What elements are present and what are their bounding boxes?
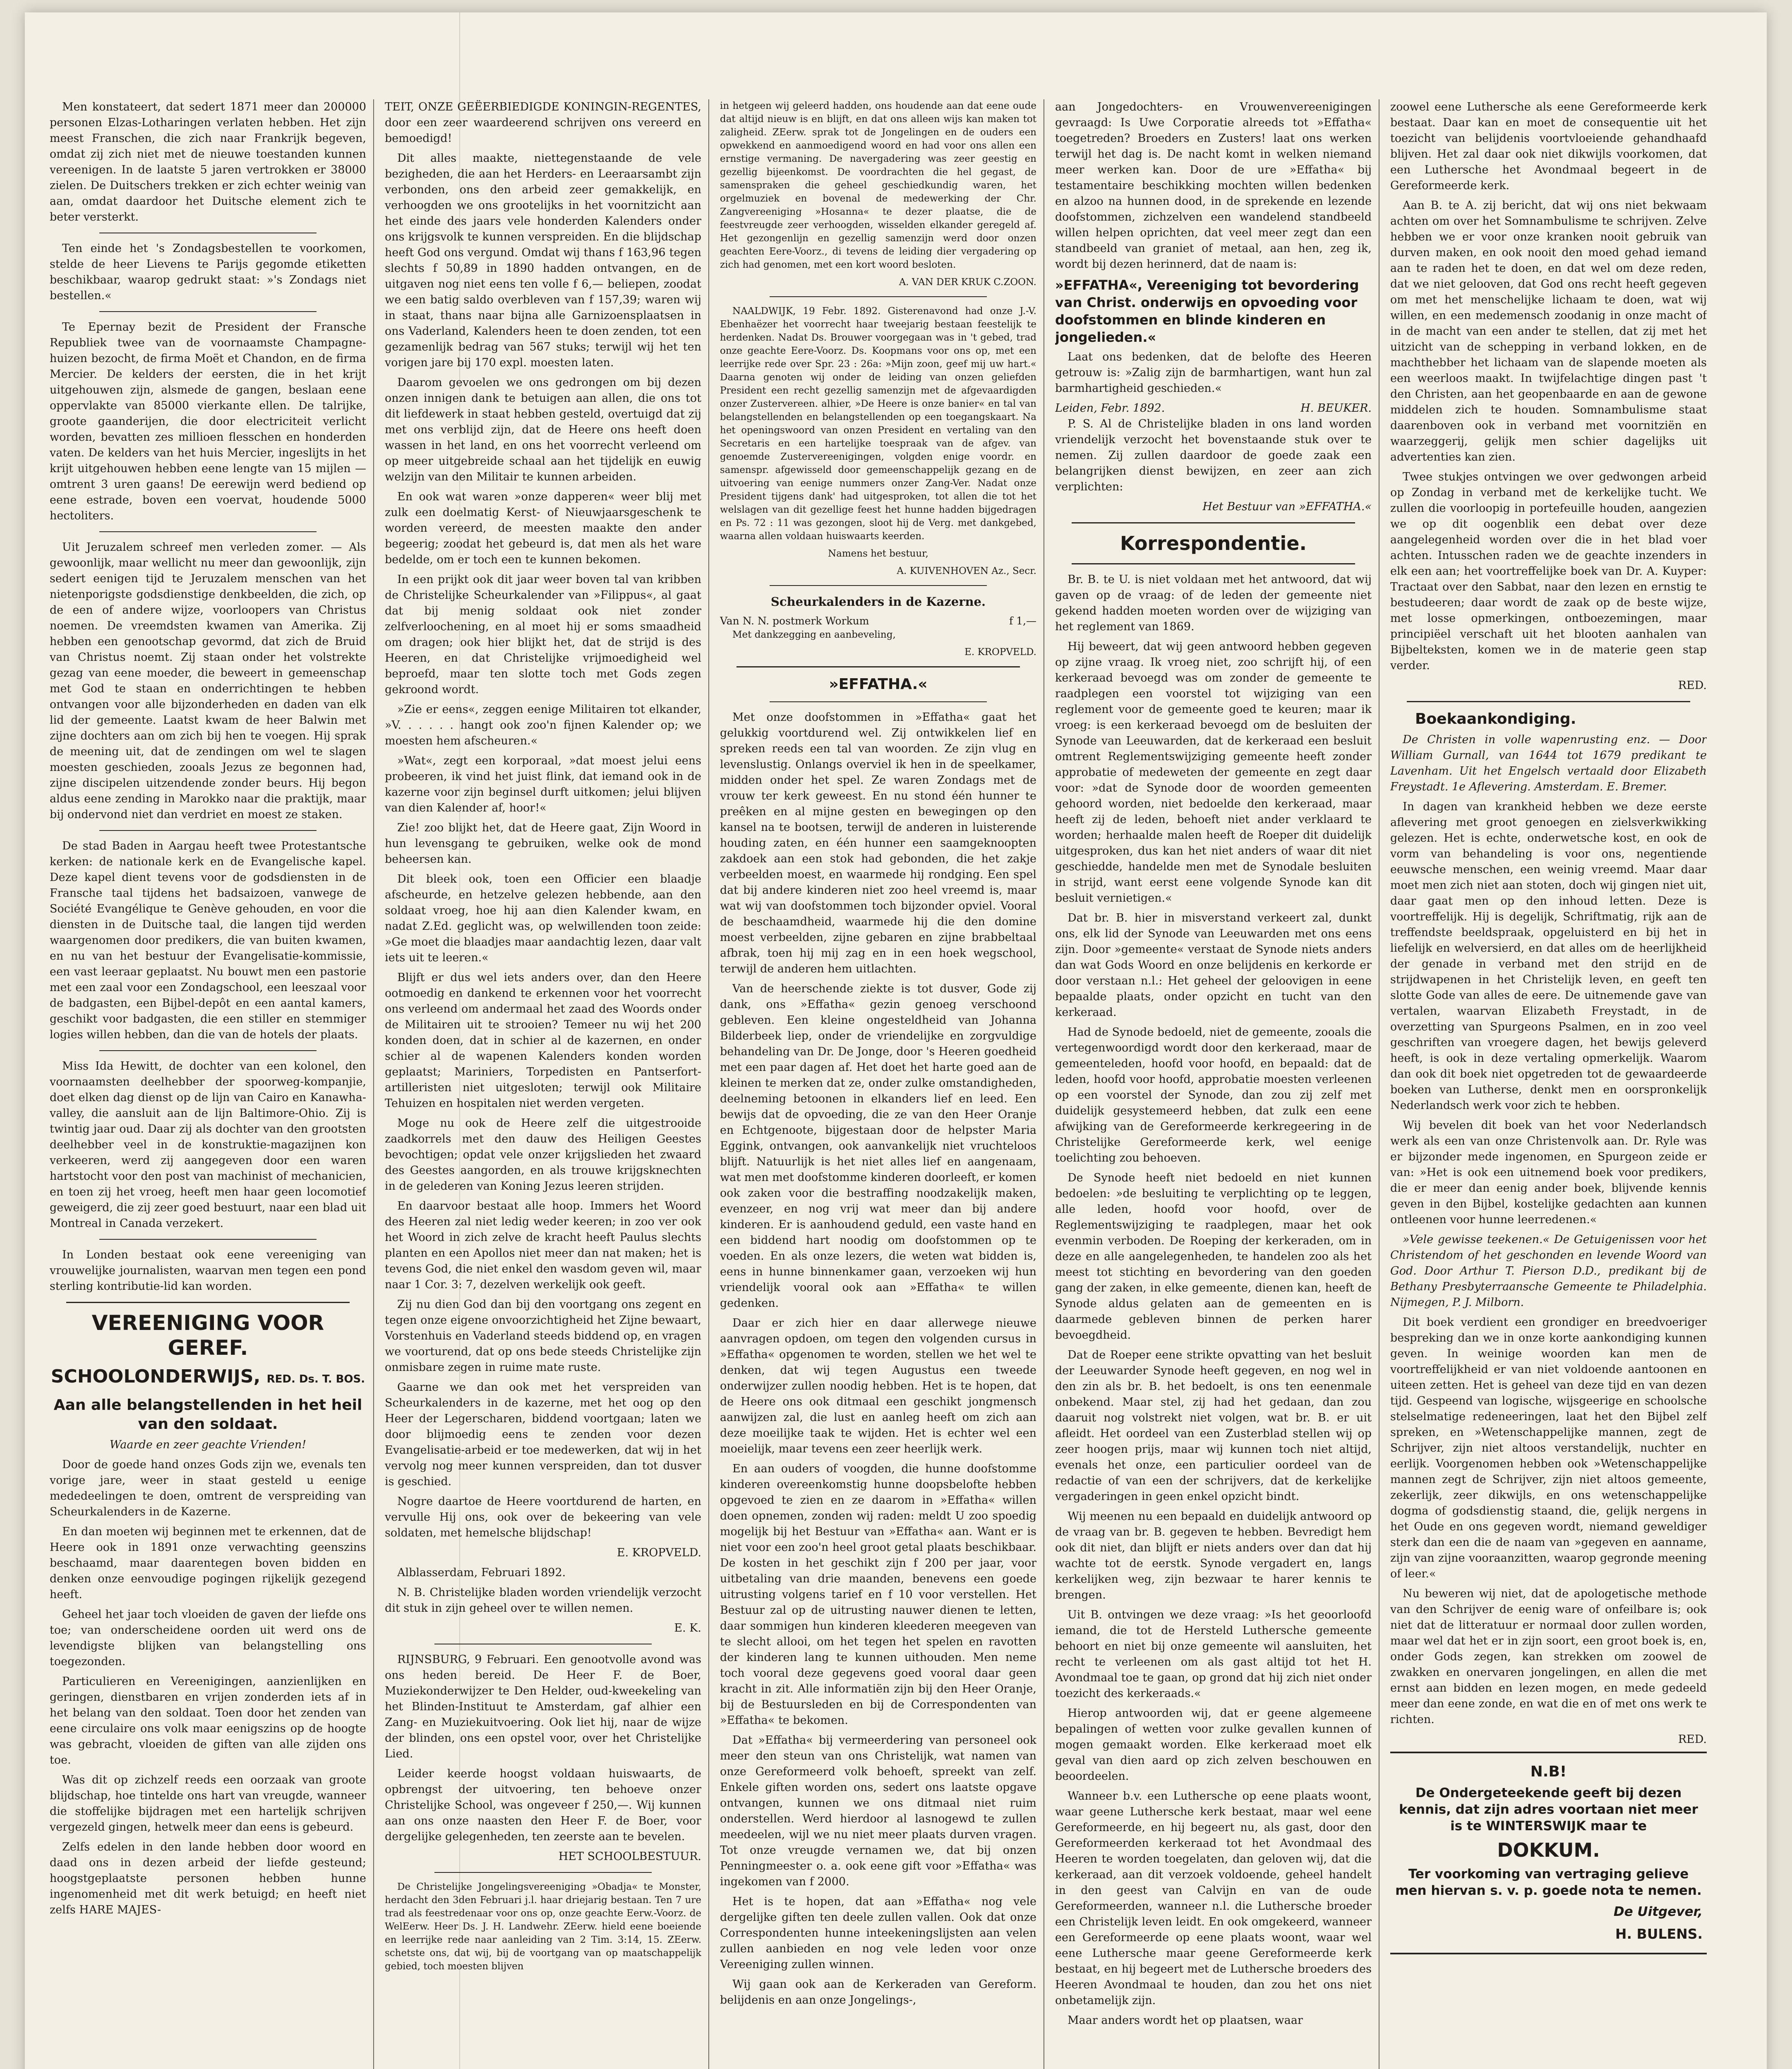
notice-publisher-label: De Uitgever, bbox=[1613, 1904, 1703, 1919]
article-paragraph: aan Jongedochters- en Vrouwenvereenigingen gevraagd: Is Uwe Corporatie alreeds tot »Effatha« toegetreden? Broeders en Zusters! laat ons werken terwijl het dag is. De nacht komt in welken niemand meer werken kan. Door de ure »Effatha« bij testamentaire beschikking mochten willen bedenken en alzoo na hunnen dood, in de sprekende en lezende doofstommen, zichzelven een wandelend standbeeld willen helpen oprichten, dat veel meer zegt dan een standbeeld van graniet of metaal, aan hen, zeg ik, wordt bij dezen herinnerd, dat de naam is: bbox=[1055, 101, 1372, 271]
signature: H. BEUKER. bbox=[1300, 402, 1372, 415]
signature: RED. bbox=[1678, 679, 1707, 692]
article-paragraph: Aan B. te A. zij bericht, dat wij ons niet bekwaam achten om over het Somnambulisme te schrijven. Zelve hebben we er voor onze kranken nooit gebruik van durven maken, en ook nooit den moed gehad iemand aan te raden het te doen, en dat wel om deze reden, dat we niet gelooven, dat God ons recht heeft gegeven om met het menschelijke lichaam te doen, wat wij willen, en een medemensch zoodanig in onze macht of in de macht van een ander te stellen, dat zij met het uitzicht van de schepping in verband lokken, en de machthebber het lichaam van de slapende moeten als een weerloos maakt. In twijfelachtige dingen past 't den Christen, aan het geopenbaarde en aan de gewone middelen zich te houden. Somnambulisme staat daarenboven ook in verband met voornitziën en waarzeggerij, gelijk men schier dagelijks uit advertenties kan zien. bbox=[1390, 199, 1707, 463]
divider bbox=[434, 1872, 652, 1873]
article-paragraph: RIJNSBURG, 9 Februari. Een genootvolle avond was ons heden bereid. De Heer F. de Boer, Muziekonderwijzer te Den Helder, oud-kweekeling van het Blinden-Instituut te Amsterdam, gaf alhier een Zang- en Muziekuitvoering. Ook liet hij, naar de wijze der blinden, ons een opstel voor, over het Christelijke Lied. bbox=[385, 1653, 701, 1760]
article-paragraph: Wij gaan ook aan de Kerkeraden van Gereform. belijdenis en aan onze Jongelings-, bbox=[720, 1978, 1036, 2007]
kalender-heading: Scheurkalenders in de Kazerne. bbox=[770, 595, 986, 609]
notice-nb: N.B! bbox=[1530, 1763, 1567, 1780]
article-paragraph: De Christelijke Jongelingsvereeniging »Obadja« te Monster, herdacht den 3den Februari j.l. haar driejarig bestaan. Ten 7 ure trad als feestredenaar voor ons op, onze geachte Eerw.-Voorz. de WelEerw. Heer Ds. J. H. Landwehr. ZEerw. hield eene boeiende en leerrijke rede naar aanleiding van 2 Tim. 3:14, 15. ZEerw. schetste ons, dat wij, bij de voortgang van op maatschappelijk gebied, toch moesten blijven bbox=[385, 1882, 701, 1972]
signature: RED. bbox=[1678, 1733, 1707, 1746]
article-paragraph: Daarom gevoelen we ons gedrongen om bij dezen onzen innigen dank te betuigen aan allen, die ons tot dit liefdewerk in staat hebben gesteld, overtuigd dat zij met ons verblijd zijn, dat de Heere ons heeft doen wassen in het land, en ons het voorrecht verleend om op meer uitgebreide schaal aan het tijdelijk en euwig welzijn van den Militair te kunnen arbeiden. bbox=[385, 376, 701, 483]
article-paragraph: Maar anders wordt het op plaatsen, waar bbox=[1068, 2014, 1303, 2027]
kalender-amount: f 1,— bbox=[1009, 615, 1036, 627]
article-paragraph: »Zie er eens«, zeggen eenige Militairen tot elkander, »V. . . . . . hangt ook zoo'n fijnen Kalender op; we moesten hem afscheuren.« bbox=[385, 703, 701, 747]
article-paragraph: Wij meenen nu een bepaald en duidelijk antwoord op de vraag van br. B. gegeven te hebben. Bevredigt hem ook dit niet, dan blijft er niets anders over dan dat hij wachte tot de eerstk. Synode vergadert en, langs kerkelijken weg, zijn bezwaar te harer kennis te brengen. bbox=[1055, 1510, 1372, 1601]
column-rule bbox=[708, 99, 709, 2069]
article-paragraph: Met onze doofstommen in »Effatha« gaat het gelukkig voortdurend wel. Zij ontwikkelen lief en spreken reeds een tal van woorden. Ze zijn vlug en levenslustig. Onlangs overviel ik hen in de speelkamer, midden onder het spel. Ze waren Zondags met de vrouw ter kerk geweest. En nu stond één hunner te preêken en al mijne gesten en bewegingen op den kansel na te bootsen, terwijl de anderen in luisterende houding zaten, en één hunner een saamgeknoopten zakdoek aan een stok had gebonden, die het zakje verbeelden moest, en waarmede hij rondging. Een spel dat bij andere kinderen niet zoo heel vreemd is, maar wat wij van doofstommen toch bijzonder opviel. Vooral de beschaamdheid, waarmede hij die den domine moest verbeelden, zijne gebaren en zijne brabbeltaal afbrak, toen hij mij zag en in een hoek wegschool, terwijl de anderen hem uitlachten. bbox=[720, 711, 1036, 975]
column-5 bbox=[1390, 99, 1707, 2069]
vereeniging-heading bbox=[50, 1311, 366, 1453]
article-paragraph: N. B. Christelijke bladen worden vriendelijk verzocht dit stuk in zijn geheel over te willen nemen. bbox=[385, 1586, 701, 1615]
article-paragraph: Had de Synode bedoeld, niet de gemeente, zooals die vertegenwoordigd wordt door den kerkeraad, maar de gemeenteleden, hoofd voor hoofd, en bepaald: dat de leden, hoofd voor hoofd, approbatie moesten verleenen op een voorstel der Synode, dan zou zij zelf met duidelijk gesystemeerd hebben, dat zulk een eene afwijking van de Gereformeerde kerkregeering in de Christelijke Gereformeerde kerk, wel eenige toelichting zou behoeven. bbox=[1055, 1026, 1372, 1164]
article-paragraph: Nogre daartoe de Heere voortdurend de harten, en vervulle Hij ons, ook over de bekeering van vele soldaten, met hemelsche blijdschap! bbox=[385, 1495, 701, 1539]
divider bbox=[99, 1239, 317, 1240]
article-paragraph: Geheel het jaar toch vloeiden de gaven der liefde ons toe; van onderscheidene oorden uit werd ons de levendigste blijken van belangstelling ons toegezonden. bbox=[50, 1608, 366, 1668]
article-paragraph: In Londen bestaat ook eene vereeniging van vrouwelijke journalisten, waarvan men tegen een pond sterling kontributie-lid kan worden. bbox=[50, 1248, 366, 1293]
book-reference: »Vele gewisse teekenen.« De Getuigenissen voor het Christendom of het geschonden en levende Woord van God. Door Arthur T. Pierson D.D., predikant bij de Bethany Presbyterraansche Gemeente te Philadelphia. Nijmegen, P. J. Milborn. bbox=[1390, 1233, 1707, 1309]
article-paragraph: Moge nu ook de Heere zelf die uitgestrooide zaadkorrels met den dauw des Heiligen Geestes bevochtigen; opdat vele onzer krijgslieden het zwaard des Geestes aangorden, en als trouwe krijgsknechten in de gelederen van Koning Jezus leeren strijden. bbox=[385, 1117, 701, 1193]
section-rule bbox=[1407, 701, 1690, 702]
book-reference: De Christen in volle wapenrusting enz. — Door William Gurnall, van 1644 tot 1679 predikant te Lavenham. Uit het Engelsch vertaald door Elizabeth Freystadt. 1e Aflevering. Amsterdam. E. Bremer. bbox=[1390, 733, 1707, 793]
section-rule bbox=[66, 1302, 350, 1303]
article-paragraph: Br. B. te U. is niet voldaan met het antwoord, dat wij gaven op de vraag: of de leden der gemeente niet gekend hadden moeten worden over de wijziging van het reglement van 1869. bbox=[1055, 573, 1372, 633]
kalender-donor: Van N. N. postmerk Workum bbox=[720, 615, 869, 627]
article-paragraph: En aan ouders of voogden, die hunne doofstomme kinderen overeenkomstig hunne doopsbelofte hebben opgevoed te zien en ze daarom in »Effatha« willen doen opnemen, zonden wij raden: meldt U zoo spoedig mogelijk bij het Bestuur van »Effatha« aan. Want er is niet voor een zoo'n heel groot getal plaats beschikbaar. De kosten in het geschikt zijn f 200 per jaar, voor uitbetaling van drie maanden, benevens een goede uitrusting volgens tarief en f 10 voor verstellen. Het Bestuur zal op de uitrusting nauwer dienen te letten, daar sommigen hun kinderen kleederen meegeven van te slecht allooi, om het tegen het spelen en ravotten der kinderen lang te kunnen uithouden. Men neme toch vooral deze gegevens goed vooral daar geen kracht in zit. Alle informatiën zijn bij den Heer Oranje, bij de Bestuursleden en bij de Correspondenten van »Effatha« te bekomen. bbox=[720, 1462, 1036, 1727]
vereeniging-greeting: Waarde en zeer geachte Vrienden! bbox=[109, 1438, 307, 1451]
article-paragraph: Van de heerschende ziekte is tot dusver, Gode zij dank, ons »Effatha« gezin genoeg verschoond gebleven. Een kleine ongesteldheid van Johanna Bilderbeek liep, onder de vriendelijke en zorgvuldige behandeling van Dr. De Jonge, door 's Heeren goedheid met een paar dagen af. Het doet het harte goed aan de kleinen te merken dat ze, onder zulke omstandigheden, deelneming betoonen in elkanders lief en leed. Een bewijs dat de opvoeding, die ze van den Heer Oranje en Echtgenoote, bijgestaan door de helpster Maria Eggink, ontvangen, ook aanvankelijk niet vruchteloos blijft. Natuurlijk is het niet alles lief en aangenaam, wat men met doofstomme kinderen doorleeft, er komen ook zaken voor die bestraffing noodzakelijk maken, evenzeer, en nog vrij wat meer dan bij andere kinderen. Er is aanhoudend geduld, een vaste hand en een biddend hart noodig om doofstommen op te voeden. En als onze lezers, die weten wat bidden is, eens in hunne binnenkamer gaan, verzoeken wij hun vriendelijk vooral ook aan »Effatha« te willen gedenken. bbox=[720, 982, 1036, 1310]
article-paragraph: Zij nu dien God dan bij den voortgang ons zegent en tegen onze eigene onvoorzichtigheid het Zijne bewaart, Vorstenhuis en Vaderland steeds biddend op, en vragen we voorturend, dat op ons bede steeds Christelijke zijn onmisbare zegen in ruime mate ruste. bbox=[385, 1298, 701, 1374]
column-rule bbox=[373, 99, 374, 2069]
article-paragraph: Hierop antwoorden wij, dat er geene algemeene bepalingen of wetten voor zulke gevallen kunnen of mogen gemaakt worden. Elke kerkeraad moet elk geval van dien aard op zich zelven beschouwen en beoordeelen. bbox=[1055, 1707, 1372, 1783]
article-paragraph: Miss Ida Hewitt, de dochter van een kolonel, den voornaamsten deelhebber der spoorweg-kompanjie, doet elken dag dienst op de lijn van Cairo en Kanawha-valley, die aansluit aan de lijn Baltimore-Ohio. Zij is twintig jaar oud. Daar zij als dochter van den grootsten deelhebber veel in de konstruktie-magazijnen kon verkeeren, werd zij aangegeven door een waren hartstocht voor den post van machinist of mechanicien, en toen zij het vroeg, heeft men haar geen locomotief geweigerd, die zij zeer goed bestuurt, naar een blad uit Montreal in Canada verzekert. bbox=[50, 1060, 366, 1230]
article-paragraph: Leider keerde hoogst voldaan huiswaarts, de opbrengst der uitvoering, ten behoeve onzer Christelijke School, was ongeveer f 250,—. Wij kunnen aan ons onze naasten den Heer F. de Boer, voor dergelijke gelegenheden, ten zeerste aan te bevelen. bbox=[385, 1767, 701, 1843]
divider bbox=[99, 311, 317, 312]
address-notice bbox=[1390, 1752, 1707, 1954]
notice-request: Ter voorkoming van vertraging gelieve men hiervan s. v. p. goede nota te nemen. bbox=[1395, 1867, 1702, 1898]
article-paragraph: Wanneer b.v. een Luthersche op eene plaats woont, waar geene Luthersche kerk bestaat, maar wel eene Gereformeerde, en hij begeert nu, als gast, door den Gereformeerden kerkeraad tot het Avondmaal des Heeren te worden toegelaten, dan geloven wij, dat die kerkeraad, aan dit verzoek voldoende, geheel handelt in den geest van Calvijn en van de oude Gereformeerden, wanneer n.l. die Luthersche broeder een Christelijk leven leidt. En ook omgekeerd, wanneer een Gereformeerde op eene plaats woont, waar wel eene Luthersche maar geene Gereformeerde kerk bestaat, en hij begeert met de Luthersche broeders des Heeren Avondmaal te houden, dan zou het ons niet onbetamelijk zijn. bbox=[1055, 1790, 1372, 2007]
article-paragraph: Dit bleek ook, toen een Officier een blaadje afscheurde, en hetzelve gelezen hebbende, aan den soldaat vroeg, hoe hij aan dien Kalender kwam, en nadat Z.Ed. geglicht was, op welwillenden toon zeide: »Ge moet die blaadjes maar aandachtig lezen, daar valt iets uit te leeren.« bbox=[385, 873, 701, 964]
section-rule bbox=[736, 666, 1020, 667]
vereeniging-redactor: RED. Ds. T. BOS. bbox=[266, 1373, 365, 1385]
article-paragraph: Dit alles maakte, niettegenstaande de vele bezigheden, die aan het Herders- en Leeraarsambt zijn verbonden, ons den arbeid zeer gemakkelijk, en verhoogden we ons grootelijks in het voornitzicht aan het einde des jaars vele honderden Kalenders onder ons krijgsvolk te kunnen verspreiden. En die blijdschap heeft God ons vergund. Omdat wij thans f 163,96 tegen slechts f 50,89 in 1890 hadden ontvangen, en de uitgaven nog niet eens ten volle f 6,— beliepen, zoodat we een batig saldo overbleven van f 157,39; waren wij in staat, thans naar bijna alle Garnizoensplaatsen in ons Vaderland, Kalenders heen te doen zenden, tot een gezamenlijk bedrag van 567 stuks; terwijl wij het ten vorigen jare bij 170 expl. moesten laten. bbox=[385, 152, 701, 369]
divider bbox=[770, 296, 987, 297]
article-paragraph: Wij bevelen dit boek van het voor Nederlandsch werk als een van onze Christenvolk aan. Dr. Ryle was er bijzonder mede ingenomen, en Spurgeon zeide er van: »Het is ook een uitnemend boek voor predikers, die er meer dan eenig ander boek, blijvende kennis geven in den Bijbel, kostelijke gedachten aan kunnen ontleenen voor hunne leerredenen.« bbox=[1390, 1119, 1707, 1226]
divider bbox=[770, 585, 987, 586]
signature: A. VAN DER KRUK C.ZOON. bbox=[899, 277, 1036, 288]
vereeniging-subtitle: Aan alle belangstellenden in het heil van den soldaat. bbox=[53, 1397, 362, 1433]
article-paragraph: Uit B. ontvingen we deze vraag: »Is het geoorloofd iemand, die tot de Hersteld Luthersche gemeente behoort en niet bij onze gemeente wil aansluiten, het recht te verleenen om als gast altijd tot het H. Avondmaal toe te gaan, op grond dat hij zich niet onder toezicht des kerkeraads.« bbox=[1055, 1608, 1372, 1700]
article-paragraph: Blijft er dus wel iets anders over, dan den Heere ootmoedig en dankend te erkennen voor het voorrecht ons verleend om andermaal het zaad des Woords onder de Militairen uit te strooien? Temeer nu wij het 200 konden doen, dat in schier al de kazernen, en onder schier al de wapenen Kalenders konden worden geplaatst; Mariniers, Torpedisten en Pantserfort-artilleristen niet uitgesloten; terwijl ook Militaire Tehuizen en hospitalen niet werden vergeten. bbox=[385, 971, 701, 1110]
vereeniging-title-2: SCHOOLONDERWIJS, bbox=[50, 1366, 261, 1387]
dateline: Leiden, Febr. 1892. bbox=[1055, 402, 1165, 415]
article-paragraph: De stad Baden in Aargau heeft twee Protestantsche kerken: de nationale kerk en de Evangelische kapel. Deze kapel dient tevens voor de godsdiensten in de Fransche taal tijdens het badsaizoen, vanwege de Société Evangélique te Genève gehouden, en voor die diensten in de Duitsche taal, die langen tijd werden waargenomen door predikers, die van buiten kwamen, en nu van het bestuur der Evangelisatie-kommissie, een vast leeraar geplaatst. Nu bouwt men een pastorie met een zaal voor een Zondagschool, een leeszaal voor de badgasten, een Bijbel-depôt en een aantal kamers, geschikt voor badgasten, die een stiller en stemmiger logies willen hebben, dan die van de hotels der plaats. bbox=[50, 840, 366, 1041]
article-paragraph: In een prijkt ook dit jaar weer boven tal van kribben de Christelijke Scheurkalender van »Filippus«, al gaat dat bij menig soldaat ook niet zonder zelfverloochening, en al moet hij er soms smaadheid om dragen; ook hier blijkt het, dat de strijd is des Heeren, en dat Christelijke vrijmoedigheid wel beproefd, maar ten slotte toch met Gods zegen gekroond wordt. bbox=[385, 573, 701, 696]
article-paragraph: TEIT, ONZE GEËERBIEDIGDE KONINGIN-REGENTES, door een zeer waardeerend schrijven ons vereerd en bemoedigd! bbox=[385, 101, 701, 145]
divider bbox=[99, 1050, 317, 1051]
article-paragraph: NAALDWIJK, 19 Febr. 1892. Gisterenavond had onze J.-V. Ebenhaëzer het voorrecht haar tweejarig bestaan feestelijk te herdenken. Nadat Ds. Brouwer voorgegaan was in 't gebed, trad onze geachte Eere-Voorz. Ds. Koopmans voor ons op, met een leerrijke rede over Spr. 23 : 26a: »Mijn zoon, geef mij uw hart.« Daarna genoten wij onder de leiding van onzen geliefden President een recht gezellig samenzijn met de afgevaardigden onzer Zustervereen. alhier, »De Heere is onze banier« en tal van belangstellenden en belangstellenden op een toegangskaart. Na het openingswoord van onzen President en vertaling van den Secretaris en een hartelijke toespraak van de afgev. van genoemde Zustervereenigingen, volgden enige voordr. en samenspr. afgewisseld door gemeenschappelijk gezang en de uitvoering van eenige nummers onzer Zang-Ver. Nadat onze President tijgens dank' had uitgesproken, tot allen die tot het welslagen van dit gezellige feest het hunne hadden bijgedragen en Ps. 72 : 11 was gezongen, sloot hij de Verg. met dankgebed, waarna allen voldaan huiswaarts keerden. bbox=[720, 306, 1036, 542]
section-rule bbox=[1072, 563, 1355, 564]
article-paragraph: in hetgeen wij geleerd hadden, ons houdende aan dat eene oude dat altijd nieuw is en blijft, en dat ons alleen wijs kan maken tot zaligheid. ZEerw. sprak tot de Jongelingen en de ouders een opwekkend en aanmoedigend woord en had voor ons allen een ernstige vermaning. De navergadering was zeer geestig en gezellig bijeenkomst. De voordrachten die hel gegast, de samenspraken die geheel geschiedkundig waren, het orgelmuziek en bovenal de medewerking der Chr. Zangvereeniging »Hosanna« te dezer plaatse, die de feestvreugde zeer verhoogden, wisselden elkander geregeld af. Het gezongenlijn en gezellig samenzijn werd door onzen geachten Eere-Voorz., di tevens de leiding dier vergadering op zich had genomen, met een kort woord besloten. bbox=[720, 101, 1036, 270]
article-paragraph: Nu beweren wij niet, dat de apologetische methode van den Schrijver de eenig ware of onfeilbare is; ook niet dat de litteratuur er normaal door zullen worden, maar wel dat het er in zijn soort, een groot boek is, en, onder Gods zegen, kan strekken om zoowel de zwakken en onervaren jongelingen, en allen die met ernst aan bidden en lezen mogen, en mede gedeeld meer dan eene zonde, en wat die en of met ons werk te richten. bbox=[1390, 1587, 1707, 1726]
effatha-name: »EFFATHA«, Vereeniging tot bevordering van Christ. onderwijs en opvoeding voor doofstommen en blinde kinderen en jongelieden.« bbox=[1055, 277, 1359, 345]
article-paragraph: Te Epernay bezit de President der Fransche Republiek twee van de voornaamste Champagne-huizen bezocht, de firma Moët et Chandon, en de firma Mercier. De kelders der eersten, die in het krijt uitgehouwen zijn, alsmede de gangen, beslaan eene oppervlakte van 85000 vierkante ellen. De talrijke, groote gaanderijen, die door electriciteit verlicht worden, bevatten zes millioen flesschen en honderden vaten. De kelders van het huis Mercier, ingeslijts in het krijt uitgehouwen hebben eene lengte van 15 mijlen — omtrent 3 uren gaans! De eerewijn werd bediend op eene estrade, boven een voervat, houdende 5000 hectoliters. bbox=[50, 321, 366, 522]
article-paragraph: Zelfs edelen in den lande hebben door woord en daad ons in dezen arbeid der liefde gesteund; hoogstgeplaatste personen hebben hunne ingenomenheid met dit werk betuigd; en heeft niet zelfs HARE MAJES- bbox=[50, 1841, 366, 1916]
signature: Het Bestuur van »EFFATHA.« bbox=[1202, 500, 1372, 513]
article-paragraph: Particulieren en Vereenigingen, aanzienlijken en geringen, dienstbaren en vrijen zonderden iets af in het belang van den soldaat. Toen door het zenden van eene circulaire ons volk maar eenigszins op de hoogte was gebracht, vloeiden de giften van alle zijden ons toe. bbox=[50, 1675, 366, 1767]
article-paragraph: Dit boek verdient een grondiger en breedvoeriger bespreking dan we in onze korte aankondiging kunnen geven. In weinige woorden kan men de voortreffelijkheid er van niet voldoende aantoonen en uiteen zetten. Het is geheel van deze tijd en van dezen tijd. Gespeend van logische, wijsgeerige en schoolsche stelselmatige redeneeringen, laat het den Bijbel zelf spreken, en »Wetenschappelijke mannen, zegt de Schrijver, zijn niet altoos verstandelijk, nuchter en eerlijk. Voorgenomen hebben ook »Wetenschappelijke mannen zegt de Schrijver, zijn niet altoos gemeente, zekerlijk, zeer dikwijls, en ons wetenschappelijke dogma of godsdienstig staand, die, gelijk nergens in het Oude en ons gegeven wordt, niemand geweldiger sterk dan een die de naam van »gegeven en aanname, zijn van zijne vooraanzitten, waarop gegronde meening of leer.« bbox=[1390, 1316, 1707, 1580]
signature: E. KROPVELD. bbox=[617, 1546, 701, 1559]
article-paragraph: Gaarne we dan ook met het verspreiden van Scheurkalenders in de kazerne, met het oog op den Heer der Legerscharen, biddend voortgaan; laten we door blijmoedig eens te zenden voor dezen Evangelisatie-arbeid er toe medewerken, dat wij in het vervolg nog meer kunnen verspreiden, dan tot dusver is geschied. bbox=[385, 1381, 701, 1488]
section-rule bbox=[1072, 522, 1355, 523]
article-paragraph: Was dit op zichzelf reeds een oorzaak van groote blijdschap, hoe tintelde ons hart van vreugde, wanneer die stoffelijke bijdragen met een hartelijk schrijven vergezeld gingen, hetwelk meer dan eens is gebeurd. bbox=[50, 1774, 366, 1834]
boekaankondiging-heading: Boekaankondiging. bbox=[1415, 710, 1576, 727]
article-paragraph: Laat ons bedenken, dat de belofte des Heeren getrouw is: »Zalig zijn de barmhartigen, want hun zal barmhartigheid geschieden.« bbox=[1055, 350, 1372, 395]
article-paragraph: »Wat«, zegt een korporaal, »dat moest jelui eens probeeren, ik vind het juist flink, dat iemand ook in de kazerne voor zijn beginsel durft uitkomen; jelui blijven van dien Kalender af, hoor!« bbox=[385, 754, 701, 814]
signature-label: Namens het bestuur, bbox=[828, 548, 928, 559]
article-paragraph: Men konstateert, dat sedert 1871 meer dan 200000 personen Elzas-Lotharingen verlaten hebben. Het zijn meest Franschen, die zich naar Frankrijk begeven, omdat zij zich niet met de nieuwe toestanden kunnen vereenigen. In de laatste 5 jaren vertrokken er 38000 zielen. De Duitschers trekken er zich echter weinig van aan, omdat daardoor het Duitsche element zich te beter versterkt. bbox=[50, 101, 366, 223]
article-paragraph: In dagen van krankheid hebben we deze eerste aflevering met groot genoegen en zielsverkwikking gelezen. Het is echte, onderwetsche kost, en ook de vorm van behandeling is voor ons, negentiende eeuwsche menschen, een weinig vreemd. Maar daar moet men zich niet aan stoten, doch wij gingen niet uit, daar gaat men op den inhoud letten. Deze is voortreffelijk. Hij is degelijk, Schriftmatig, rijk aan de treffendste beeldspraak, opgeluisterd en bij het in liefelijk en welversierd, en dat alles om de heerlijkheid der genade in verband met den strijd en de strijdwapenen in het Christelijk leven, en geeft ten slotte Gode van alles de eere. De uitnemende gave van vertalen, waarvan Elizabeth Freystadt, in de overzetting van Spurgeons Psalmen, en in zoo veel geschriften van vroegere dagen, het bewijs geleverd heeft, is ook in deze vertaling opmerkelijk. Waarom dan ook dit boek niet opgetreden tot de gewaardeerde boeken van Lutherse, denkt men en oorspronkelijk Nederlandsch werk voor zich te hebben. bbox=[1390, 800, 1707, 1112]
article-paragraph: Zie! zoo blijkt het, dat de Heere gaat, Zijn Woord in hun levensgang te gebruiken, welke ook de mond beheersen kan. bbox=[385, 821, 701, 866]
article-paragraph: En daarvoor bestaat alle hoop. Immers het Woord des Heeren zal niet ledig weder keeren; in zoo ver ook het Woord in zich zelve de kracht heeft Paulus slechts planten en een Apollos niet meer dan nat maken; het is tevens God, die niet enkel den wasdom geven wil, maar naar 1 Cor. 3: 7, dezelven werkelijk ook geeft. bbox=[385, 1200, 701, 1291]
article-paragraph: De Synode heeft niet bedoeld en niet kunnen bedoelen: »de besluiting te verplichting op te leggen, alle leden, hoofd voor hoofd, over de Reglementswijziging te raadplegen, maar het ook evenmin verboden. De Roeping der kerkeraden, om in deze en alle aangelegenheden, te handelen zoo als het meest tot stichting en bevordering van den goeden gang der zaken, in elke gemeente, dienen kan, heeft de Synode aldus gelaten aan de gemeenten en is daarmede gebleven binnen de perken harer bevoegdheid. bbox=[1055, 1171, 1372, 1342]
article-paragraph: En dan moeten wij beginnen met te erkennen, dat de Heere ook in 1891 onze verwachting geenszins beschaamd, maar daarentegen boven bidden en denken onze eenvoudige pogingen rijkelijk gezegend heeft. bbox=[50, 1525, 366, 1601]
column-2 bbox=[385, 99, 701, 2069]
signature: E. KROPVELD. bbox=[964, 647, 1036, 658]
article-paragraph: Twee stukjes ontvingen we over gedwongen arbeid op Zondag in verband met de kerkelijke tucht. We zullen die voorloopig in portefeuille houden, aangezien we op dit oogenblik een debat over deze aangelegenheid worden over die in het blad voer achten. Intusschen raden we de geachte inzenders in elk een aan; het voortreffelijke boek van Dr. A. Kuyper: Tractaat over den Sabbat, naar den lezen en ernstig te bestudeeren; daar wordt de zaak op de beste wijze, met losse opmerkingen, ontboezemingen, maar principiëel verschaft uit het blooten aanhalen van Bijbelteksten, komen we in de materie geen stap verder. bbox=[1390, 470, 1707, 672]
column-4 bbox=[1055, 99, 1372, 2069]
dateline: Alblasserdam, Februari 1892. bbox=[397, 1566, 566, 1579]
notice-city: DOKKUM. bbox=[1497, 1839, 1600, 1861]
newspaper-page bbox=[25, 12, 1767, 2069]
kalender-thanks: Met dankzegging en aanbeveling, bbox=[732, 629, 896, 640]
article-paragraph: Hij beweert, dat wij geen antwoord hebben gegeven op zijne vraag. Ik vroeg niet, zoo schrijft hij, of een kerkeraad bevoegd was om zonder de gemeente te raadplegen een voorstel tot wijziging van een reglement voor de gemeente goed te keuren; maar ik vroeg: is een kerkeraad bevoegd om de besluiten der Synode van Leeuwarden, dat de kerkeraad een besluit omtrent Reglementswijziging gemeente heeft zonder approbatie of medeweten der gemeente en zegt daar voor: »dat de Synode door de woorden gemeenten gehoord worden, niet bedoelde den kerkeraad, maar heeft zij de leden, behoeft niet ander verklaard te worden; herhaalde malen heeft de Roeper dit duidelijk uitgesproken, dus kan het niet anders of waar dit niet geschiedde, handelde men met de Synodale besluiten in strijd, want eerst eene volgende Synode kan dit besluit vernietigen.« bbox=[1055, 640, 1372, 905]
article-paragraph: Dat de Roeper eene strikte opvatting van het besluit der Leeuwarder Synode heeft gegeven, en nog wel in den zin als br. B. het bedoelt, is ons ten eenenmale onbekend. Maar stel, zij had het gedaan, dan zou daaruit nog volstrekt niet volgen, wat br. B. er uit afleidt. Het oordeel van een Zusterblad stellen wij op zeer hoogen prijs, maar wij kunnen toch niet altijd, evenals het onze, een particulier oordeel van de redactie of van een der schrijvers, dat de kerkelijke vergaderingen in geen enkel opzicht bindt. bbox=[1055, 1349, 1372, 1503]
signature: A. KUIVENHOVEN Az., Secr. bbox=[897, 566, 1036, 576]
effatha-heading: »EFFATHA.« bbox=[829, 676, 928, 693]
column-3 bbox=[720, 99, 1036, 2069]
article-paragraph: Door de goede hand onzes Gods zijn we, evenals ten vorige jare, weer in staat gesteld u eenige mededeelingen te doen, omtrent de verspreiding van Scheurkalenders in de Kazerne. bbox=[50, 1458, 366, 1518]
article-paragraph: Ten einde het 's Zondagsbestellen te voorkomen, stelde de heer Lievens te Parijs gegomde etiketten beschikbaar, waarop gedrukt staat: »'s Zondags niet bestellen.« bbox=[50, 242, 366, 302]
article-paragraph: En ook wat waren »onze dapperen« weer blij met zulk een doelmatig Kerst- of Nieuwjaarsgeschenk te worden vereerd, de meesten maakte den ander begeerig; zoodat het gebeurd is, dat men als het ware bedelde, om er toch een te kunnen bekomen. bbox=[385, 490, 701, 566]
divider bbox=[99, 830, 317, 831]
notice-publisher-name: H. BULENS. bbox=[1615, 1926, 1703, 1942]
signature: HET SCHOOLBESTUUR. bbox=[558, 1850, 701, 1863]
notice-text: De Ondergeteekende geeft bij dezen kennis, dat zijn adres voortaan niet meer is te WINTERSWIJK maar te bbox=[1399, 1786, 1698, 1834]
signature: E. K. bbox=[674, 1622, 701, 1635]
article-paragraph: Dat »Effatha« bij vermeerdering van personeel ook meer den steun van ons Christelijk, wat namen van onze Gereformeerd volk behoeft, spreekt van zelf. Enkele giften worden ons, sedert ons laatste opgave ontvangen, kunnen we ons ditmaal niet ruim onderstellen. Werd hierdoor al lasnogewd te zullen meedeelen, wijl we nu niet meer plaats durven vragen. Tot onze vreugde vernamen we, dat bij onzen Penningmeester o. a. ook eene gift voor »Effatha« was ingekomen van f 2000. bbox=[720, 1734, 1036, 1888]
article-paragraph: Het is te hopen, dat aan »Effatha« nog vele dergelijke giften ten deele zullen vallen. Ook dat onze Correspondenten hunne inteekeningslijsten aan velen zullen aanbieden en nog vele leden voor onze Vereeniging zullen winnen. bbox=[720, 1895, 1036, 1971]
divider bbox=[99, 531, 317, 532]
article-paragraph: Uit Jeruzalem schreef men verleden zomer. — Als gewoonlijk, maar wellicht nu meer dan gewoonlijk, zijn sedert eenigen tijd te Jeruzalem menschen van het nietenporigste godsdienstige denkbeelden, die zich, op de een of andere wijze, voorloopers van Christus noemen. De vreemdsten kwamen van Amerika. Zij hebben een genootschap gevormd, dat zich de Bruid van Christus noemt. Zij staan onder het volstrekte gezag van eene moeder, die beweert in gemeenschap met God te staan en onderrichtingen te hebben ontvangen voor alle bijzonderheden en daden van elk lid der gemeente. Laatst kwam de heer Balwin met zijne dochters aan om zich bij hen te voegen. Hij sprak de meening uit, dat de zendingen om wel te slagen moesten geschieden, zooals Jezus ze begonnen had, zijne discipelen uitzendende zonder beurs. Hij begon aldus eene zending in Marokko naar die praktijk, maar bij ondervond niet dan verdriet en moest ze staken. bbox=[50, 541, 366, 821]
article-paragraph: Dat br. B. hier in misverstand verkeert zal, dunkt ons, elk lid der Synode van Leeuwarden met ons eens zijn. Door »gemeente« verstaat de Synode niets anders dan wat Gods Woord en onze belijdenis en kerkorde er door verstaan n.l.: Het geheel der geloovigen in eene bepaalde plaats, onder opzicht en tucht van den kerkeraad. bbox=[1055, 912, 1372, 1019]
article-paragraph: P. S. Al de Christelijke bladen in ons land worden vriendelijk verzocht het bovenstaande stuk over te nemen. Zij zullen daardoor de goede zaak een belangrijken dienst bewijzen, en zeer aan zich verplichten: bbox=[1055, 418, 1372, 493]
vereeniging-title-1: VEREENIGING VOOR GEREF. bbox=[91, 1311, 324, 1360]
divider bbox=[770, 701, 987, 702]
article-paragraph: zoowel eene Luthersche als eene Gereformeerde kerk bestaat. Daar kan en moet de consequentie uit het toezicht van belijdenis voortvloeiende gehandhaafd blijven. Het zal daar ook niet dikwijls voorkomen, dat een Luthersche het Avondmaal begeert in de Gereformeerde kerk. bbox=[1390, 101, 1707, 192]
article-paragraph: Daar er zich hier en daar allerwege nieuwe aanvragen opdoen, om tegen den volgenden cursus in »Effatha« opgenomen te worden, stellen we het wel te denken, dat wij tegen Augustus een tweede onderwijzer zullen noodig hebben. Het is te hopen, dat de Heere ons ook ditmaal een geschikt jongmensch aanwijzen zal, die lust en aanleg heeft om zich aan deze moeilijke taak te wijden. Het is echter wel een moeielijk, maar tevens een zeer heerlijk werk. bbox=[720, 1317, 1036, 1455]
column-1 bbox=[50, 99, 366, 2069]
korrespondentie-heading: Korrespondentie. bbox=[1120, 532, 1307, 554]
